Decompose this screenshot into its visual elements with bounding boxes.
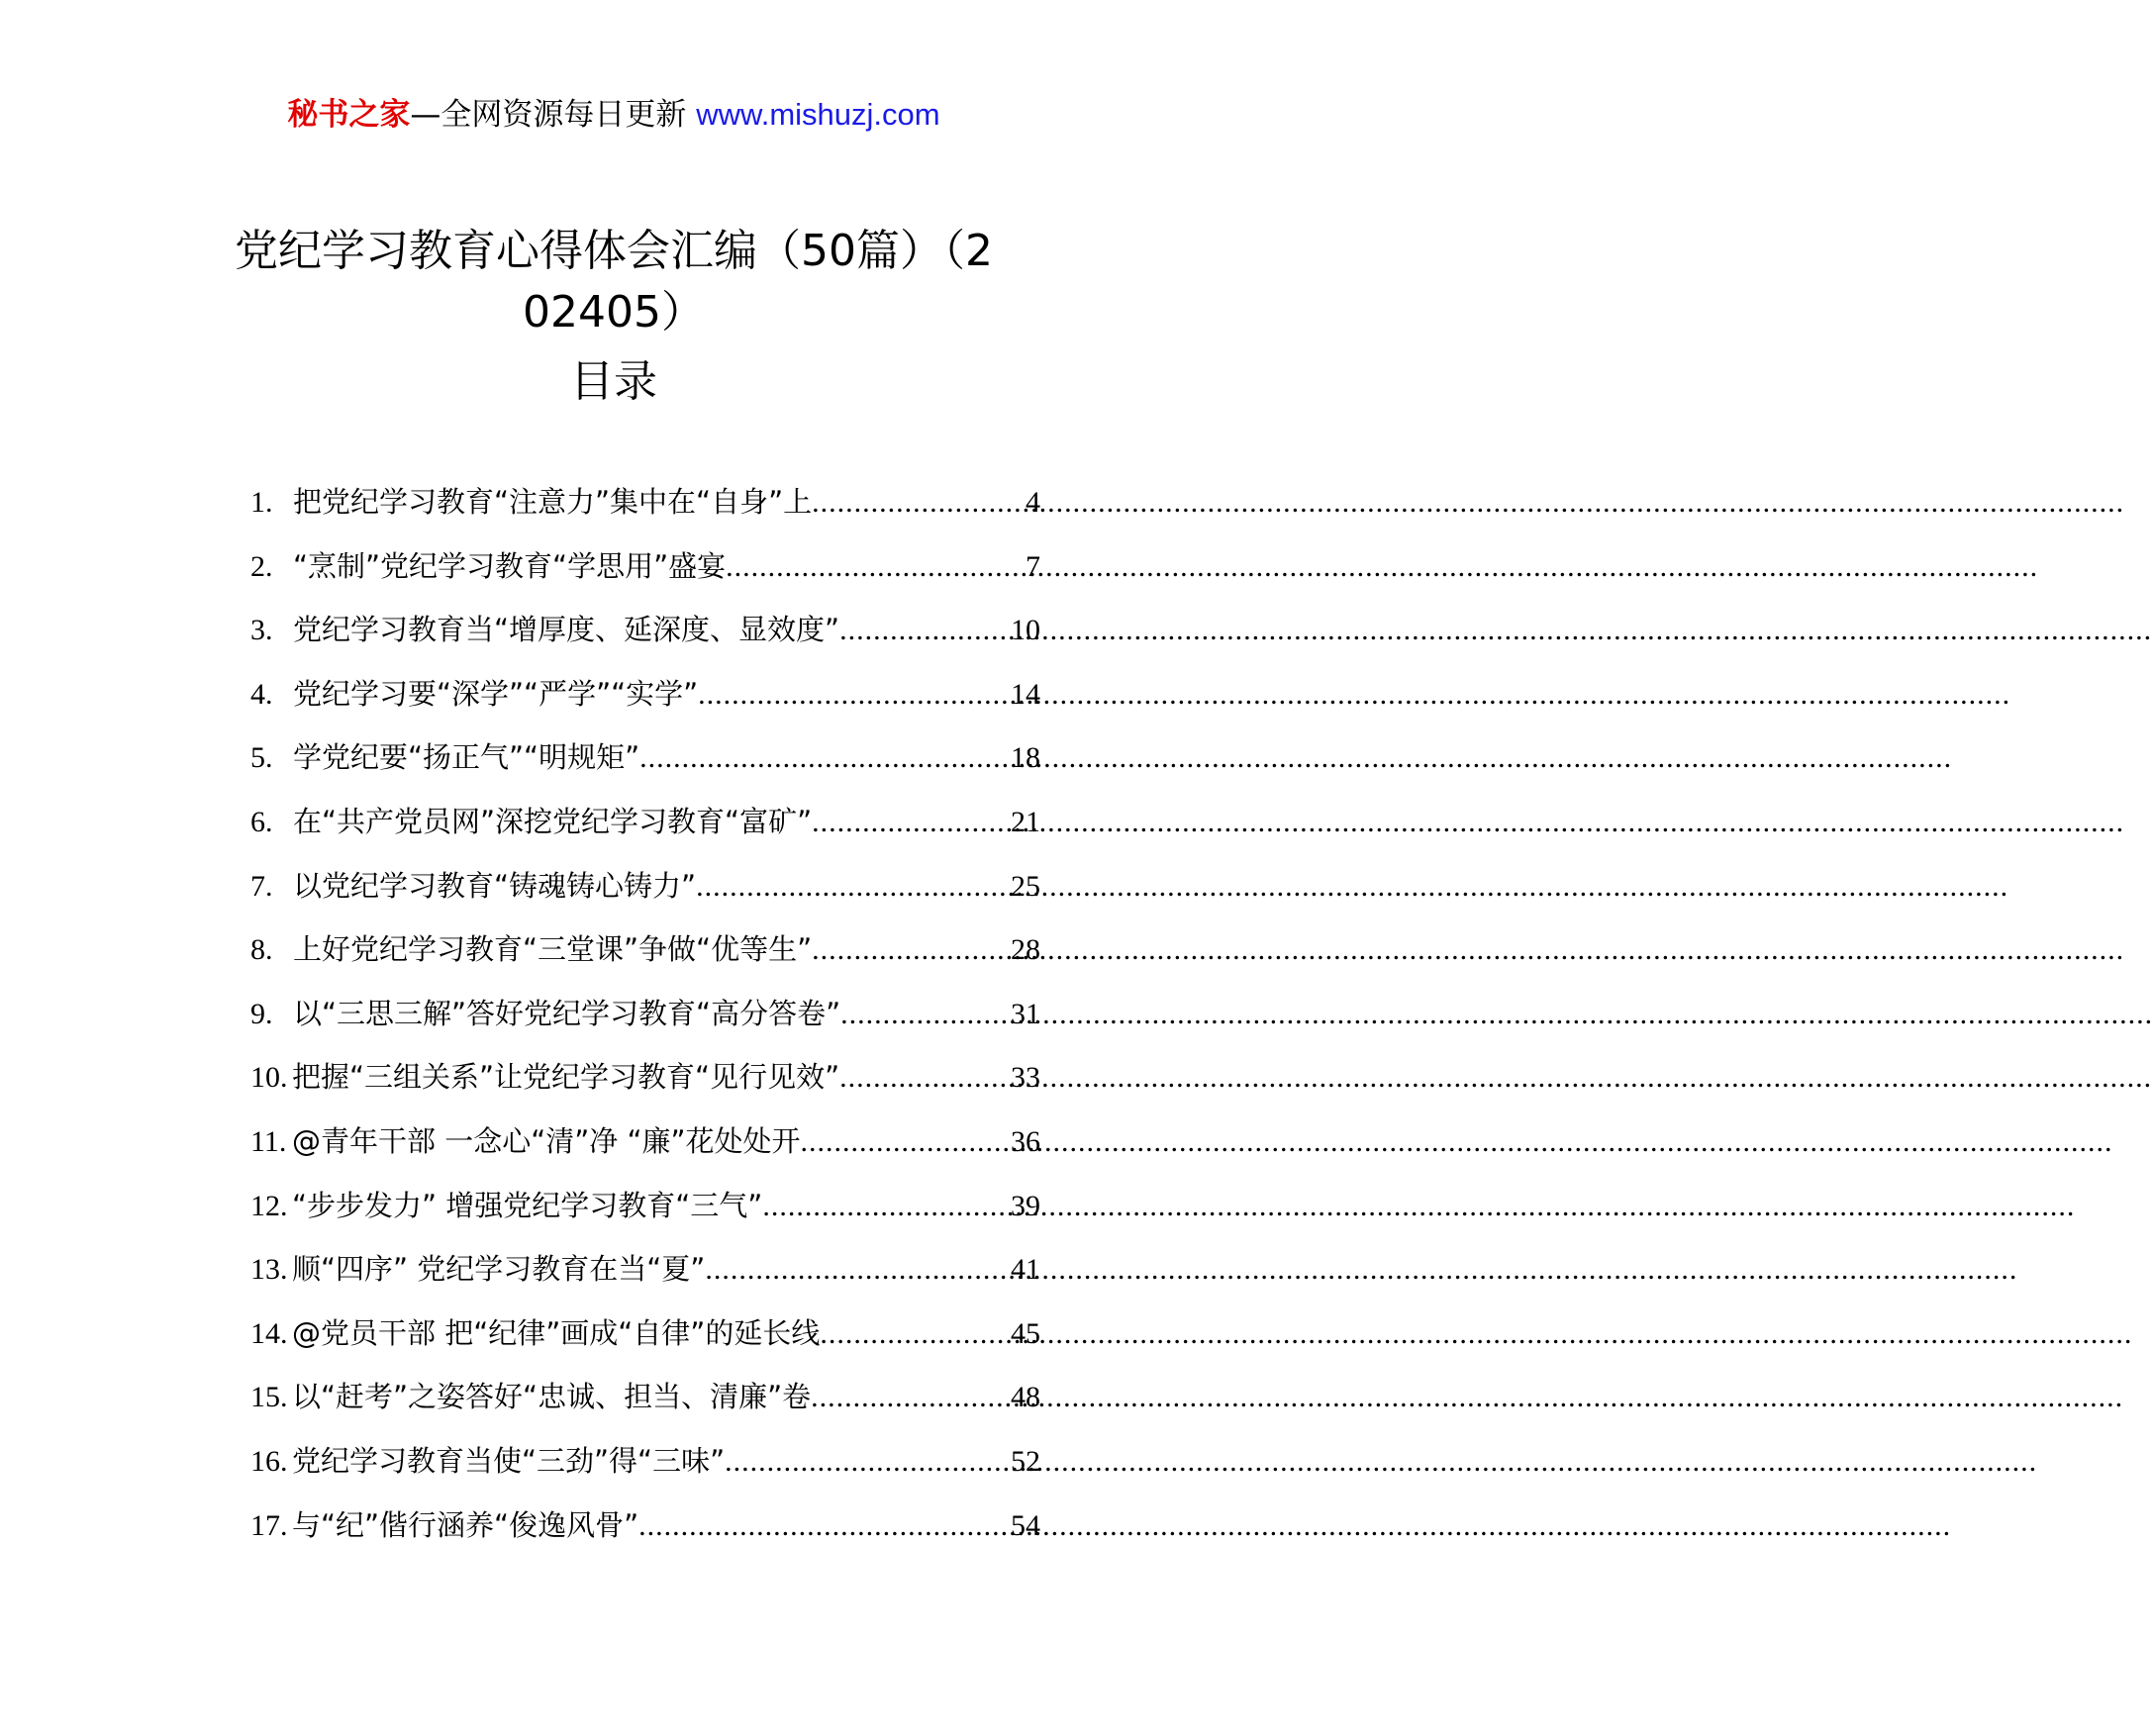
- toc-entry-number: 4.: [250, 677, 273, 711]
- toc-entry-number: 2.: [250, 549, 273, 583]
- toc-entry-title: 与“纪”偕行涵养“俊逸风骨”: [292, 1507, 639, 1542]
- toc-entry[interactable]: [250, 1313, 1040, 1378]
- site-url-link[interactable]: www.mishuzj.com: [696, 97, 940, 132]
- toc-entry-leader-dots: [801, 1122, 1011, 1162]
- toc-entry-number: 13.: [250, 1253, 288, 1287]
- toc-entry-page-number: 33: [1011, 1061, 1040, 1095]
- toc-entry-page-number: 4: [1026, 486, 1040, 519]
- document-title-line-2: 02405）: [523, 287, 705, 338]
- toc-entry-title: 把握“三组关系”让党纪学习教育“见行见效”: [292, 1060, 840, 1095]
- table-of-contents: [250, 482, 1040, 1569]
- toc-entry-page-number: 36: [1011, 1124, 1040, 1158]
- toc-entry-leader-dots: [812, 483, 1026, 523]
- toc-entry-page-number: 25: [1011, 869, 1040, 903]
- toc-entry-number: 3.: [250, 614, 273, 647]
- toc-entry-title: 上好党纪学习教育“三堂课”争做“优等生”: [293, 932, 813, 967]
- toc-entry-page-number: 18: [1011, 741, 1040, 775]
- toc-entry-title: 以“三思三解”答好党纪学习教育“高分答卷”: [293, 996, 841, 1030]
- toc-entry-number: 8.: [250, 933, 273, 967]
- toc-entry[interactable]: [250, 994, 1040, 1058]
- toc-entry-leader-dots: [725, 1442, 1011, 1482]
- toc-entry[interactable]: [250, 1057, 1040, 1121]
- toc-entry-leader-dots: [726, 547, 1026, 587]
- toc-entry[interactable]: [250, 1186, 1040, 1250]
- toc-entry-title: 学党纪要“扬正气”“明规矩”: [293, 740, 640, 775]
- toc-entry-number: 11.: [250, 1124, 287, 1158]
- toc-entry-title: @党员干部 把“纪律”画成“自律”的延长线: [292, 1315, 821, 1350]
- toc-entry-page-number: 10: [1011, 614, 1040, 647]
- toc-entry-leader-dots: [812, 930, 1011, 970]
- toc-entry[interactable]: [250, 1249, 1040, 1313]
- toc-entry-leader-dots: [696, 867, 1011, 907]
- toc-entry-number: 14.: [250, 1316, 288, 1350]
- toc-entry-title: 党纪学习教育当使“三劲”得“三味”: [292, 1443, 726, 1478]
- toc-entry[interactable]: [250, 1377, 1040, 1441]
- toc-entry-leader-dots: [839, 611, 1011, 650]
- toc-entry-leader-dots: [638, 1506, 1011, 1546]
- toc-entry-number: 12.: [250, 1189, 288, 1222]
- toc-entry-page-number: 21: [1011, 805, 1040, 838]
- toc-entry-page-number: 7: [1026, 549, 1040, 583]
- toc-entry-number: 15.: [250, 1381, 288, 1414]
- toc-entry-page-number: 39: [1011, 1189, 1040, 1222]
- toc-entry-leader-dots: [812, 803, 1011, 842]
- toc-entry-number: 7.: [250, 869, 273, 903]
- site-tagline: —全网资源每日更新: [410, 97, 697, 133]
- toc-entry-title: “烹制”党纪学习教育“学思用”盛宴: [293, 548, 727, 583]
- toc-entry-leader-dots: [639, 738, 1011, 778]
- toc-entry-number: 17.: [250, 1508, 288, 1542]
- toc-entry[interactable]: [250, 1505, 1040, 1570]
- toc-entry-page-number: 54: [1011, 1508, 1040, 1542]
- toc-entry-title: 把党纪学习教育“注意力”集中在“自身”上: [293, 485, 813, 519]
- toc-entry-page-number: 28: [1011, 933, 1040, 967]
- toc-entry-title: @青年干部 一念心“清”净 “廉”花处处开: [292, 1123, 801, 1158]
- toc-heading: 目录: [570, 356, 657, 407]
- toc-entry[interactable]: [250, 674, 1040, 738]
- toc-entry-page-number: 52: [1011, 1444, 1040, 1478]
- toc-entry[interactable]: [250, 737, 1040, 802]
- toc-entry-page-number: 41: [1011, 1253, 1040, 1287]
- toc-entry-title: 顺“四序” 党纪学习教育在当“夏”: [292, 1252, 706, 1287]
- document-title: [188, 221, 1039, 343]
- toc-entry-page-number: 45: [1011, 1316, 1040, 1350]
- toc-entry[interactable]: [250, 866, 1040, 930]
- toc-entry-number: 10.: [250, 1061, 288, 1095]
- toc-entry-page-number: 48: [1011, 1381, 1040, 1414]
- document-title-line-1: 党纪学习教育心得体会汇编（50篇）（2: [235, 226, 993, 276]
- toc-entry-page-number: 14: [1011, 677, 1040, 711]
- toc-entry-number: 1.: [250, 486, 273, 519]
- toc-entry-title: 在“共产党员网”深挖党纪学习教育“富矿”: [293, 804, 813, 838]
- toc-entry-leader-dots: [705, 1250, 1011, 1290]
- toc-entry-title: 以“赶考”之姿答好“忠诚、担当、清廉”卷: [292, 1380, 812, 1414]
- toc-entry-number: 5.: [250, 741, 273, 775]
- toc-entry-leader-dots: [811, 1378, 1011, 1417]
- toc-entry[interactable]: [250, 1441, 1040, 1505]
- site-brand: 秘书之家: [287, 97, 411, 133]
- toc-entry-title: 以党纪学习教育“铸魂铸心铸力”: [293, 868, 697, 903]
- toc-entry-number: 9.: [250, 997, 273, 1030]
- toc-entry-leader-dots: [762, 1187, 1011, 1226]
- toc-entry-leader-dots: [698, 675, 1011, 715]
- toc-entry-title: 党纪学习要“深学”“严学”“实学”: [293, 676, 699, 711]
- toc-entry-title: 党纪学习教育当“增厚度、延深度、显效度”: [293, 613, 840, 647]
- toc-entry[interactable]: [250, 610, 1040, 674]
- toc-entry-title: “步步发力” 增强党纪学习教育“三气”: [292, 1188, 763, 1222]
- site-banner: [0, 95, 1227, 135]
- toc-entry[interactable]: [250, 802, 1040, 866]
- toc-entry-number: 6.: [250, 805, 273, 838]
- toc-entry-leader-dots: [839, 1058, 1011, 1098]
- toc-entry[interactable]: [250, 482, 1040, 546]
- toc-entry[interactable]: [250, 1121, 1040, 1186]
- toc-entry[interactable]: [250, 929, 1040, 994]
- toc-entry-page-number: 31: [1011, 997, 1040, 1030]
- toc-entry-leader-dots: [840, 995, 1011, 1034]
- toc-entry[interactable]: [250, 546, 1040, 611]
- toc-entry-number: 16.: [250, 1444, 288, 1478]
- toc-entry-leader-dots: [820, 1314, 1011, 1354]
